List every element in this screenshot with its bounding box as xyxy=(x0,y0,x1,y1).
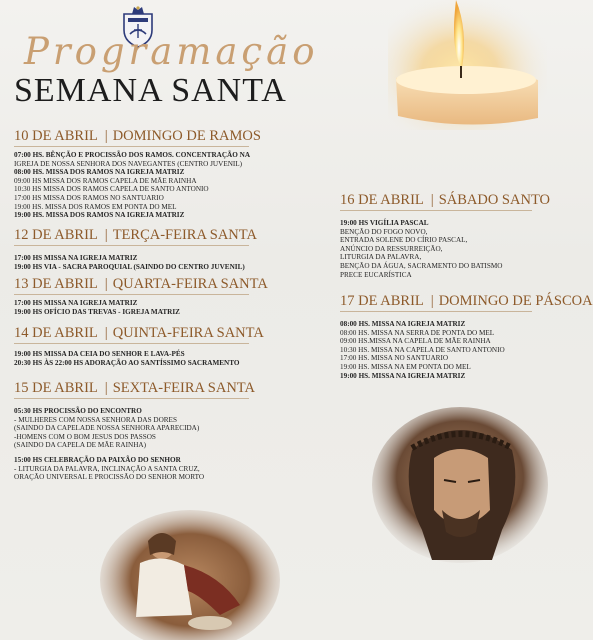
christ-crown-of-thorns-image xyxy=(372,410,547,560)
divider xyxy=(340,311,532,312)
schedule-item: ORAÇÃO UNIVERSAL E PROCISSÃO DO SENHOR MORTO xyxy=(14,473,205,482)
candle-image xyxy=(388,0,547,130)
schedule-item: 08:00 HS. MISSA DOS RAMOS NA IGREJA MATRIZ xyxy=(14,168,185,177)
day-section xyxy=(14,227,264,271)
day-heading: 13 DE ABRIL | QUARTA-FEIRA SANTA xyxy=(14,276,268,292)
day-heading: 16 DE ABRIL | SÁBADO SANTO xyxy=(340,192,551,208)
schedule-item: 09:00 HS.MISSA NA CAPELA DE MÃE RAINHA xyxy=(340,337,491,346)
schedule-item: 19:00 HS. MISSA DOS RAMOS EM PONTA DO MEL xyxy=(14,202,177,211)
schedule-item: BENÇÃO DO FOGO NOVO, xyxy=(340,227,428,236)
divider xyxy=(14,294,249,295)
divider xyxy=(14,146,249,147)
day-name: SÁBADO SANTO xyxy=(438,192,551,208)
schedule-item: -HOMENS COM O BOM JESUS DOS PASSOS xyxy=(14,432,156,441)
divider xyxy=(14,245,249,246)
schedule-list xyxy=(14,407,264,482)
divider xyxy=(14,398,249,399)
day-date: 12 DE ABRIL xyxy=(14,227,98,243)
schedule-item: 19:00 HS MISSA DA CEIA DO SENHOR E LAVA-PÉS xyxy=(14,350,185,358)
day-name: DOMINGO DE RAMOS xyxy=(112,128,261,144)
schedule-item: 10:30 HS MISSA DOS RAMOS CAPELA DE SANTO ANTONIO xyxy=(14,185,209,194)
day-date: 13 DE ABRIL xyxy=(14,276,98,292)
schedule-item: PRECE EUCARÍSTICA xyxy=(340,270,412,279)
schedule-list xyxy=(340,219,540,279)
schedule-item: (SAINDO DA CAPELA DE MÃE RAINHA) xyxy=(14,441,146,450)
schedule-item: 19:00 HS VIA - SACRA PAROQUIAL (SAINDO DO CENTRO JUVENIL) xyxy=(14,262,245,271)
day-name: QUINTA-FEIRA SANTA xyxy=(112,325,264,341)
schedule-item: 08:00 HS. MISSA NA IGREJA MATRIZ xyxy=(340,320,466,328)
page-title: SEMANA SANTA xyxy=(14,72,287,109)
day-section xyxy=(14,276,268,316)
schedule-item: 17:00 HS. MISSA NO SANTUARIO xyxy=(340,354,449,363)
day-heading: 12 DE ABRIL | TERÇA-FEIRA SANTA xyxy=(14,227,257,243)
schedule-item: 15:00 HS CELEBRAÇÃO DA PAIXÃO DO SENHOR xyxy=(14,455,181,464)
title-script: Programação xyxy=(24,30,319,73)
jesus-washing-feet-image xyxy=(100,505,280,640)
schedule-item: - MULHERES COM NOSSA SENHORA DAS DORES xyxy=(14,415,177,424)
schedule-item: 19:00 HS VIGÍLIA PASCAL xyxy=(340,219,429,227)
day-section xyxy=(340,192,551,279)
schedule-item: 19:00 HS OFÍCIO DAS TREVAS - IGREJA MATRIZ xyxy=(14,307,180,316)
schedule-list xyxy=(14,151,264,220)
schedule-item: (SAINDO DA CAPELADE NOSSA SENHORA APARECIDA) xyxy=(14,424,200,433)
day-date: 17 DE ABRIL xyxy=(340,293,424,309)
schedule-item: - LITURGIA DA PALAVRA, INCLINAÇÃO A SANTA CRUZ, xyxy=(14,464,200,473)
divider xyxy=(340,210,532,211)
schedule-list xyxy=(14,350,264,367)
day-heading: 14 DE ABRIL | QUINTA-FEIRA SANTA xyxy=(14,325,264,341)
schedule-item: 17:00 HS MISSA NA IGREJA MATRIZ xyxy=(14,254,138,262)
day-name: TERÇA-FEIRA SANTA xyxy=(112,227,257,243)
day-date: 10 DE ABRIL xyxy=(14,128,98,144)
schedule-item: 19:00 HS. MISSA NA EM PONTA DO MEL xyxy=(340,362,471,371)
schedule-item: 09:00 HS MISSA DOS RAMOS CAPELA DE MÃE RAINHA xyxy=(14,176,197,185)
schedule-item: 05:30 HS PROCISSÃO DO ENCONTRO xyxy=(14,407,142,415)
divider xyxy=(14,343,249,344)
day-section xyxy=(14,128,264,220)
day-section xyxy=(14,325,264,367)
day-name: SEXTA-FEIRA SANTA xyxy=(112,380,255,396)
schedule-item: 20:30 HS ÀS 22:00 HS ADORAÇÃO AO SANTÍSSIMO SACRAMENTO xyxy=(14,358,240,367)
schedule-item: ENTRADA SOLENE DO CÍRIO PASCAL, xyxy=(340,236,468,245)
day-heading: 17 DE ABRIL | DOMINGO DE PÁSCOA xyxy=(340,293,593,309)
day-section xyxy=(14,380,264,482)
day-date: 15 DE ABRIL xyxy=(14,380,98,396)
schedule-item: 10:30 HS. MISSA NA CAPELA DE SANTO ANTONIO xyxy=(340,345,505,354)
day-name: DOMINGO DE PÁSCOA xyxy=(438,293,593,309)
day-date: 14 DE ABRIL xyxy=(14,325,98,341)
schedule-item: LITURGIA DA PALAVRA, xyxy=(340,253,422,262)
schedule-item: IGREJA DE NOSSA SENHORA DOS NAVEGANTES (CENTRO JUVENIL) xyxy=(14,159,243,168)
day-heading: 10 DE ABRIL | DOMINGO DE RAMOS xyxy=(14,128,261,144)
schedule-item: 17:00 HS MISSA DOS RAMOS NO SANTUARIO xyxy=(14,193,164,202)
day-heading: 15 DE ABRIL | SEXTA-FEIRA SANTA xyxy=(14,380,255,396)
schedule-item: 17:00 HS MISSA NA IGREJA MATRIZ xyxy=(14,299,138,307)
schedule-list xyxy=(340,320,540,380)
schedule-item: 19:00 HS. MISSA NA IGREJA MATRIZ xyxy=(340,371,466,380)
schedule-item: 07:00 HS. BÊNÇÃO E PROCISSÃO DOS RAMOS. CONCENTRAÇÃO NA xyxy=(14,151,251,159)
schedule-item: 08:00 HS. MISSA NA SERRA DE PONTA DO MEL xyxy=(340,328,495,337)
day-section xyxy=(340,293,593,380)
schedule-list xyxy=(14,254,264,271)
schedule-item: BENÇÃO DA ÁGUA, SACRAMENTO DO BATISMO xyxy=(340,261,503,270)
schedule-item: 19:00 HS. MISSA DOS RAMOS NA IGREJA MATRIZ xyxy=(14,211,185,220)
schedule-item: ANÚNCIO DA RESSURREIÇÃO, xyxy=(340,244,443,253)
day-name: QUARTA-FEIRA SANTA xyxy=(112,276,268,292)
schedule-list xyxy=(14,299,264,316)
day-date: 16 DE ABRIL xyxy=(340,192,424,208)
